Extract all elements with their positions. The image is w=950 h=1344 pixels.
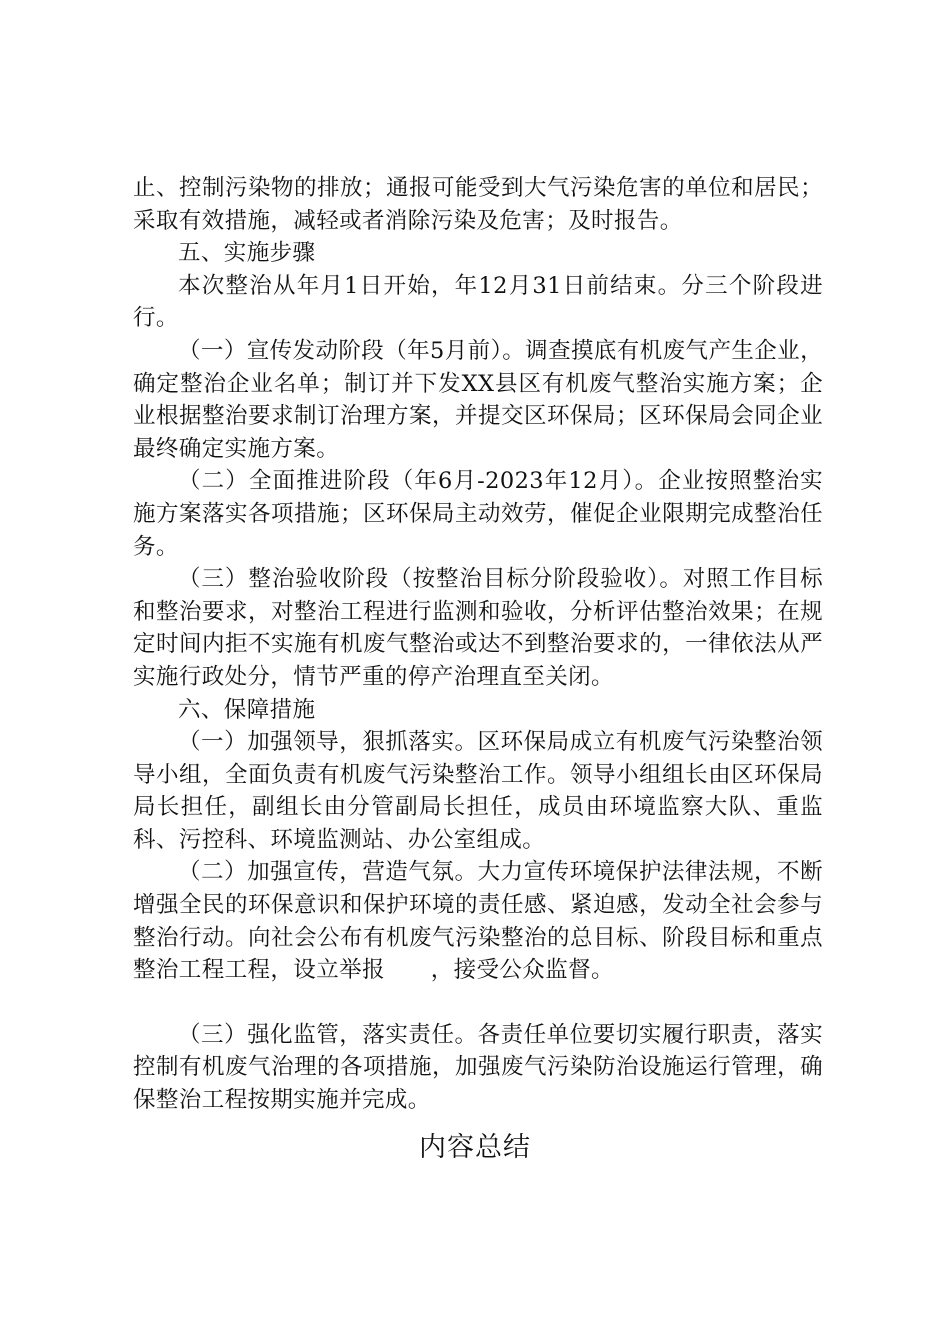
paragraph-stage-2: （二）全面推进阶段（年6月-2023年12月）。企业按照整治实施方案落实各项措施；区环保局主动效劳，催促企业限期完成整治任务。 [133,468,823,560]
section-heading-implementation-steps: 五、实施步骤 [178,240,316,267]
paragraph-continuation: 止、控制污染物的排放；通报可能受到大气污染危害的单位和居民；采取有效措施，减轻或者消除污染及危害；及时报告。 [133,175,823,234]
paragraph-safeguard-2: （二）加强宣传，营造气氛。大力宣传环境保护法律法规，不断增强全民的环保意识和保护环境的责任感、紧迫感，发动全社会参与整治行动。向社会公布有机废气污染整治的总目标、阶段目标和重点整治工程工程，设立举报 ，接受公众监督。 [133,859,823,984]
paragraph-safeguard-3: （三）强化监管，落实责任。各责任单位要切实履行职责，落实控制有机废气治理的各项措施，加强废气污染防治设施运行管理，确保整治工程按期实施并完成。 [133,1021,823,1114]
paragraph-schedule: 本次整治从年月1日开始，年12月31日前结束。分三个阶段进行。 [133,272,823,332]
paragraph-stage-1: （一）宣传发动阶段（年5月前）。调查摸底有机废气产生企业，确定整治企业名单；制订并下发XX县区有机废气整治实施方案；企业根据整治要求制订治理方案，并提交区环保局；区环保局会同企业最终确定实施方案。 [133,337,823,462]
paragraph-safeguard-1: （一）加强领导，狠抓落实。区环保局成立有机废气污染整治领导小组，全面负责有机废气污染整治工作。领导小组组长由区环保局局长担任，副组长由分管副局长担任，成员由环境监察大队、重监科、污控科、环境监测站、办公室组成。 [133,729,823,853]
section-heading-safeguards: 六、保障措施 [178,696,316,723]
paragraph-stage-3: （三）整治验收阶段（按整治目标分阶段验收）。对照工作目标和整治要求，对整治工程进行监测和验收，分析评估整治效果；在规定时间内拒不实施有机废气整治或达不到整治要求的，一律依法从严实施行政处分，情节严重的停产治理直至关闭。 [133,566,823,690]
summary-title: 内容总结 [419,1132,531,1163]
document-body [133,172,823,1117]
